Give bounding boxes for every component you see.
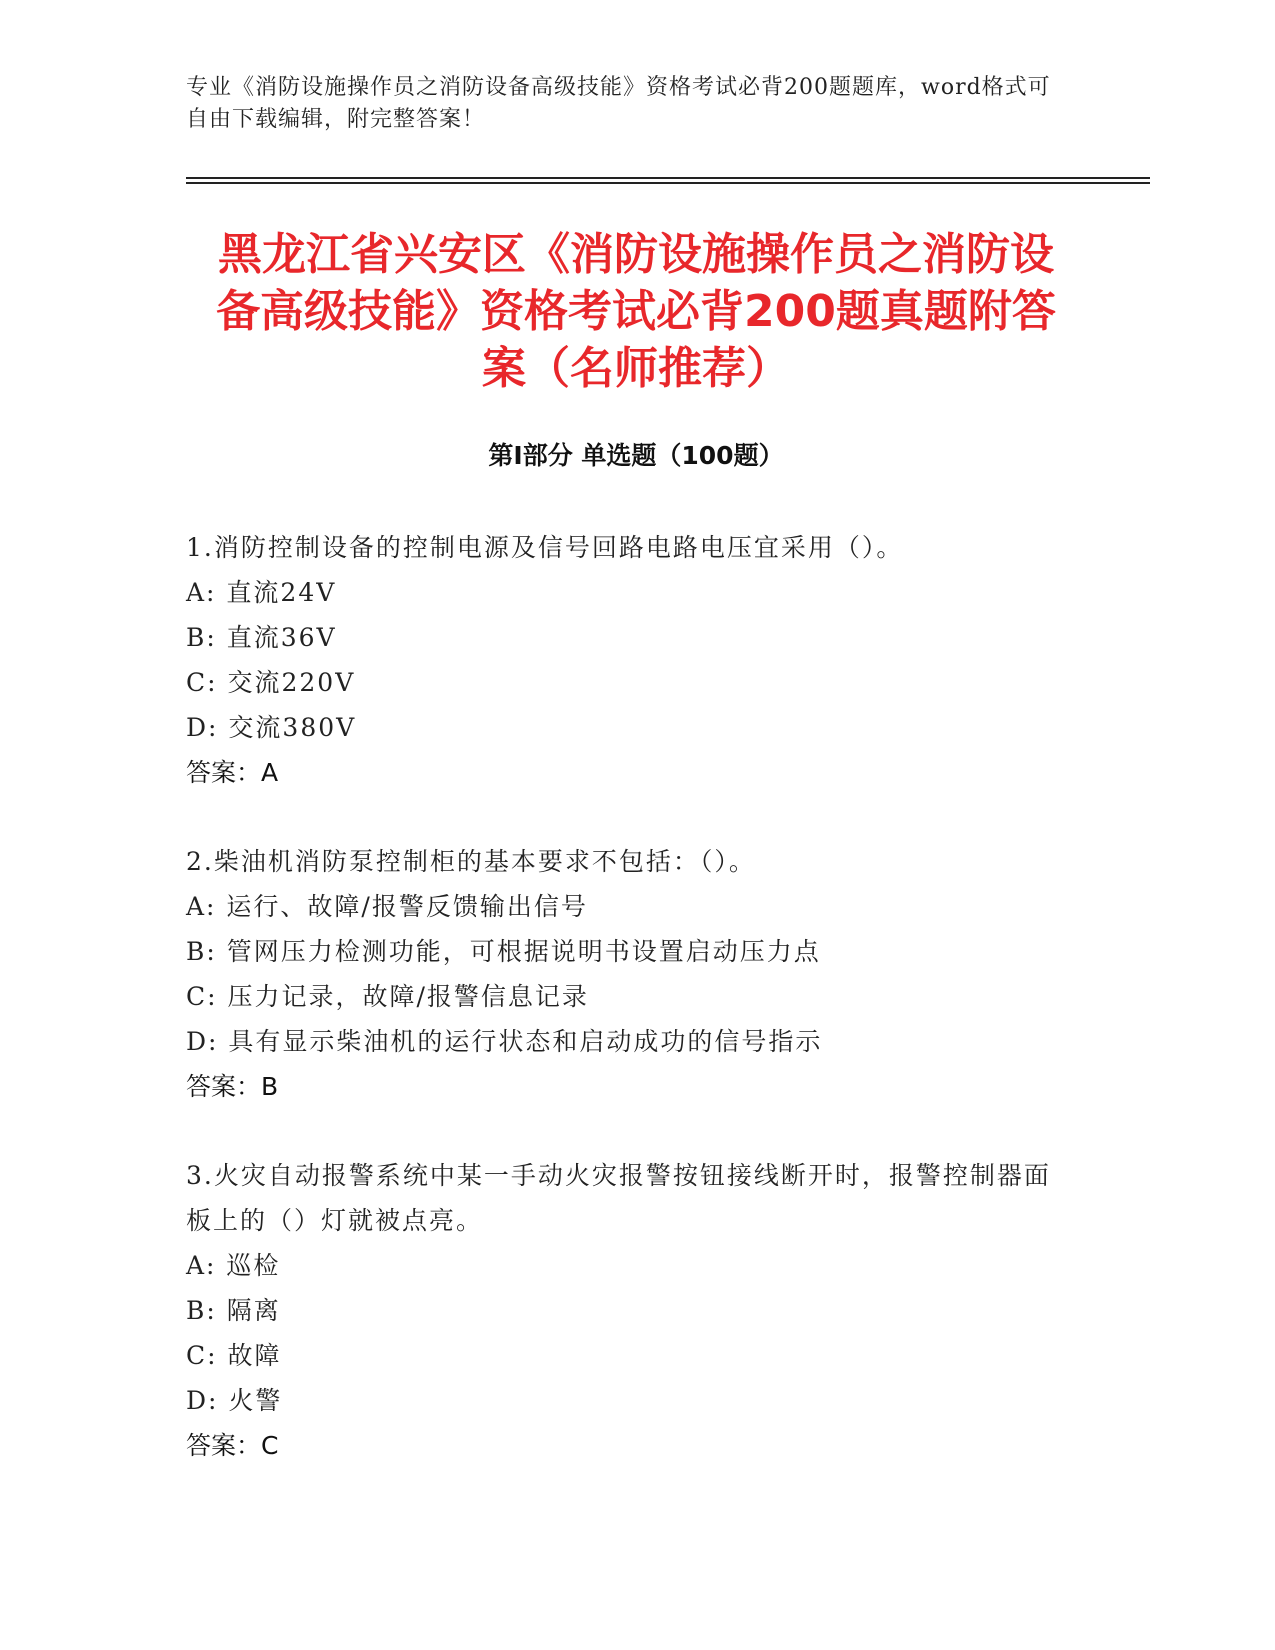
page-title xyxy=(186,226,1086,397)
title-line: 黑龙江省兴安区《消防设施操作员之消防设 xyxy=(218,229,1054,280)
option-a: A: 直流24V xyxy=(186,578,337,607)
question-stem: 3.火灾自动报警系统中某一手动火灾报警按钮接线断开时，报警控制器面板上的（）灯就被点亮。 xyxy=(186,1161,1051,1235)
header-rule-top xyxy=(186,177,1150,179)
title-line: 案（名师推荐） xyxy=(482,343,790,394)
option-d: D: 具有显示柴油机的运行状态和启动成功的信号指示 xyxy=(186,1027,823,1056)
header-rule-bottom xyxy=(186,182,1150,184)
option-b: B: 隔离 xyxy=(186,1296,281,1325)
question-3 xyxy=(186,1153,1066,1468)
option-d: D: 火警 xyxy=(186,1386,283,1415)
option-b: B: 直流36V xyxy=(186,623,337,652)
section-heading: 第Ⅰ部分 单选题（100题） xyxy=(488,441,784,470)
intro-text: 专业《消防设施操作员之消防设备高级技能》资格考试必背200题题库，word格式可自由下载编辑，附完整答案！ xyxy=(186,75,1051,132)
option-a: A: 运行、故障/报警反馈输出信号 xyxy=(186,892,588,921)
title-line: 备高级技能》资格考试必背200题真题附答 xyxy=(216,286,1056,337)
option-a: A: 巡检 xyxy=(186,1251,281,1280)
answer: 答案：C xyxy=(186,1431,279,1460)
option-c: C: 压力记录，故障/报警信息记录 xyxy=(186,982,589,1011)
question-stem: 1.消防控制设备的控制电源及信号回路电路电压宜采用（）。 xyxy=(186,533,904,562)
question-stem: 2.柴油机消防泵控制柜的基本要求不包括：（）。 xyxy=(186,847,756,876)
option-d: D: 交流380V xyxy=(186,713,357,742)
option-c: C: 交流220V xyxy=(186,668,356,697)
answer: 答案：B xyxy=(186,1072,279,1101)
question-2 xyxy=(186,839,1066,1109)
question-list xyxy=(186,525,1066,1512)
option-b: B: 管网压力检测功能，可根据说明书设置启动压力点 xyxy=(186,937,821,966)
answer: 答案：A xyxy=(186,758,279,787)
option-c: C: 故障 xyxy=(186,1341,282,1370)
question-1 xyxy=(186,525,1066,795)
